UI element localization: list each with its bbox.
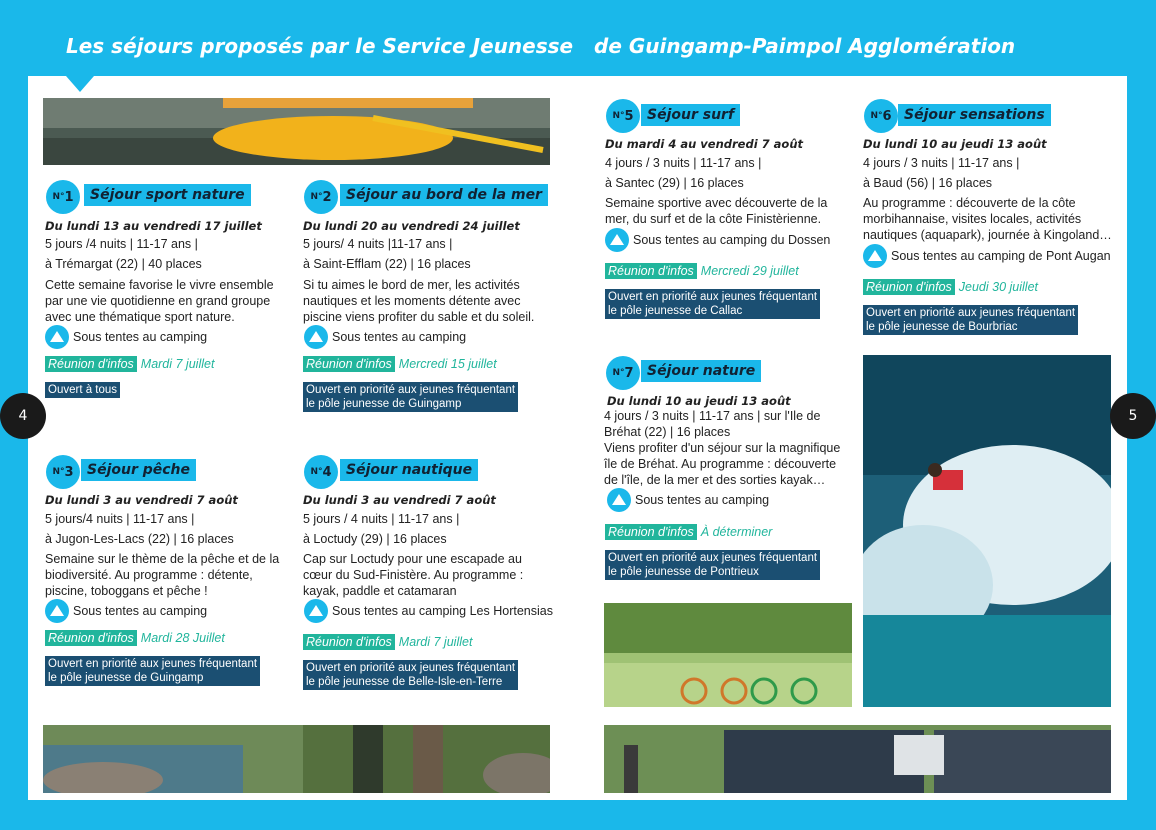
tent-icon [45, 325, 69, 349]
tent-icon [304, 325, 328, 349]
sejour-7-dates: Du lundi 10 au jeudi 13 août [607, 394, 791, 408]
sejour-4-info: 5 jours / 4 nuits | 11-17 ans | à Loctudy (29) | 16 places [303, 512, 460, 546]
tent-icon [45, 599, 69, 623]
sejour-4-title: Séjour nautique [340, 459, 478, 481]
sejour-3-badge: N° 3 [46, 455, 80, 489]
sejour-1-info: 5 jours /4 nuits | 11-17 ans | à Trémargat (22) | 40 places [45, 237, 202, 271]
camping-photo [604, 725, 1111, 793]
sejour-7-camping: Sous tentes au camping [607, 488, 769, 512]
sejour-5-meeting: Réunion d'infos Mercredi 29 juillet [605, 263, 799, 279]
sejour-5-info: 4 jours / 3 nuits | 11-17 ans | à Santec (29) | 16 places [605, 156, 762, 190]
page-number-left: 4 [0, 393, 46, 439]
sejour-2-info: 5 jours/ 4 nuits |11-17 ans | à Saint-Efflam (22) | 16 places [303, 237, 471, 271]
sejour-6-eligibility: Ouvert en priorité aux jeunes fréquentant le pôle jeunesse de Bourbriac [863, 305, 1078, 335]
sejour-7-title: Séjour nature [641, 360, 761, 382]
sejour-3-info: 5 jours/4 nuits | 11-17 ans | à Jugon-Les-Lacs (22) | 16 places [45, 512, 234, 546]
sejour-2-eligibility: Ouvert en priorité aux jeunes fréquentant le pôle jeunesse de Guingamp [303, 382, 518, 412]
sejour-2-dates: Du lundi 20 au vendredi 24 juillet [303, 219, 520, 233]
hiking-photo [43, 725, 550, 793]
sejour-5-badge: N° 5 [606, 99, 640, 133]
sejour-3-eligibility: Ouvert en priorité aux jeunes fréquentant le pôle jeunesse de Guingamp [45, 656, 260, 686]
tent-icon [863, 244, 887, 268]
sejour-7-description: Viens profiter d'un séjour sur la magnifique île de Bréhat. Au programme : découverte de l'île, de la mer et des sorties kayak… [604, 441, 841, 487]
sejour-3-meeting: Réunion d'infos Mardi 28 Juillet [45, 630, 225, 646]
sejour-4-badge: N° 4 [304, 455, 338, 489]
sejour-4-camping: Sous tentes au camping Les Hortensias [304, 599, 553, 623]
tent-icon [607, 488, 631, 512]
sejour-4-meeting: Réunion d'infos Mardi 7 juillet [303, 634, 472, 650]
sejour-2-meeting: Réunion d'infos Mercredi 15 juillet [303, 356, 497, 372]
sejour-2-camping: Sous tentes au camping [304, 325, 466, 349]
header-title-right: de Guingamp-Paimpol Agglomération [594, 34, 1016, 58]
sejour-1-meeting: Réunion d'infos Mardi 7 juillet [45, 356, 214, 372]
sejour-3-dates: Du lundi 3 au vendredi 7 août [45, 493, 238, 507]
tent-icon [605, 228, 629, 252]
sejour-4-eligibility: Ouvert en priorité aux jeunes fréquentant le pôle jeunesse de Belle-Isle-en-Terre [303, 660, 518, 690]
sejour-7-info: 4 jours / 3 nuits | 11-17 ans | sur l'Ile de Bréhat (22) | 16 places [604, 409, 821, 439]
kayak-photo [43, 98, 550, 165]
sejour-1-title: Séjour sport nature [84, 184, 251, 206]
sejour-2-description: Si tu aimes le bord de mer, les activités nautiques et les moments détente avec piscine viens profiter du sable et du soleil. [303, 278, 535, 324]
sejour-1-badge: N° 1 [46, 180, 80, 214]
sejour-5-eligibility: Ouvert en priorité aux jeunes fréquentant le pôle jeunesse de Callac [605, 289, 820, 319]
sejour-1-eligibility: Ouvert à tous [45, 382, 120, 398]
page-number-right: 5 [1110, 393, 1156, 439]
sejour-6-description: Au programme : découverte de la côte morbihannaise, visites locales, activités nautiques (aquapark), journée à Kingoland… [863, 196, 1112, 242]
sejour-4-dates: Du lundi 3 au vendredi 7 août [303, 493, 496, 507]
sejour-2-title: Séjour au bord de la mer [340, 184, 548, 206]
sejour-6-info: 4 jours / 3 nuits | 11-17 ans | à Baud (56) | 16 places [863, 156, 1020, 190]
header-title-left: Les séjours proposés par le Service Jeunesse [66, 34, 574, 58]
sejour-6-title: Séjour sensations [898, 104, 1051, 126]
sejour-3-camping: Sous tentes au camping [45, 599, 207, 623]
sejour-7-badge: N° 7 [606, 356, 640, 390]
sejour-5-description: Semaine sportive avec découverte de la mer, du surf et de la côte Finistèrienne. [605, 196, 828, 226]
sejour-5-camping: Sous tentes au camping du Dossen [605, 228, 830, 252]
sejour-5-title: Séjour surf [641, 104, 740, 126]
surf-photo [863, 355, 1111, 707]
sejour-1-dates: Du lundi 13 au vendredi 17 juillet [45, 219, 262, 233]
sejour-1-camping: Sous tentes au camping [45, 325, 207, 349]
sejour-6-dates: Du lundi 10 au jeudi 13 août [863, 137, 1047, 151]
sejour-4-description: Cap sur Loctudy pour une escapade au cœur du Sud-Finistère. Au programme : kayak, paddle et catamaran [303, 552, 524, 598]
header-notch [66, 76, 94, 92]
sejour-3-description: Semaine sur le thème de la pêche et de la biodiversité. Au programme : détente, piscine, toboggans et pêche ! [45, 552, 280, 598]
bicycles-photo [604, 603, 852, 707]
sejour-2-badge: N° 2 [304, 180, 338, 214]
sejour-1-description: Cette semaine favorise le vivre ensemble par une vie quotidienne en grand groupe avec une thématique sport nature. [45, 278, 274, 324]
tent-icon [304, 599, 328, 623]
sejour-6-camping: Sous tentes au camping de Pont Augan [863, 244, 1111, 268]
sejour-3-title: Séjour pêche [81, 459, 196, 481]
sejour-6-badge: N° 6 [864, 99, 898, 133]
sejour-7-meeting: Réunion d'infos À déterminer [605, 524, 772, 540]
sejour-5-dates: Du mardi 4 au vendredi 7 août [605, 137, 803, 151]
sejour-7-eligibility: Ouvert en priorité aux jeunes fréquentant le pôle jeunesse de Pontrieux [605, 550, 820, 580]
sejour-6-meeting: Réunion d'infos Jeudi 30 juillet [863, 279, 1038, 295]
